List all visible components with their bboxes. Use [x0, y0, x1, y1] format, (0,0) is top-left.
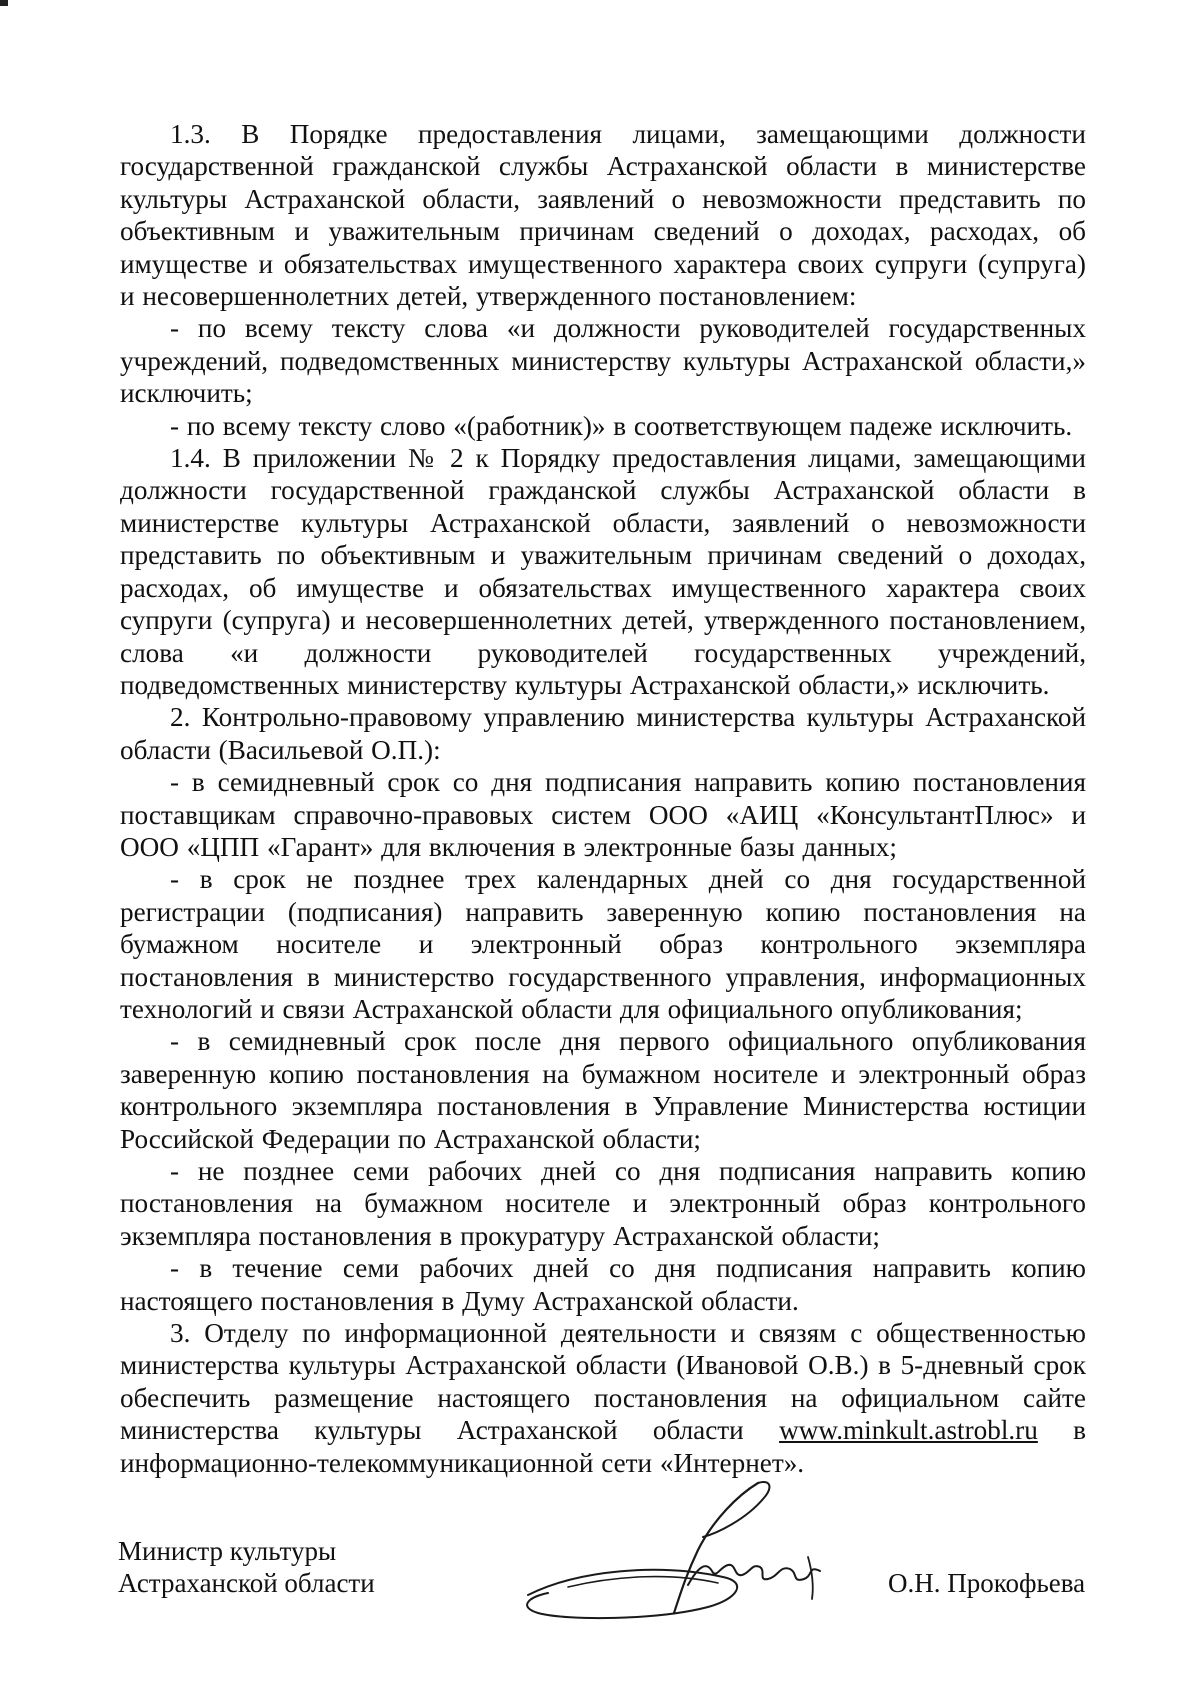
paragraph-1-3-item-a: - по всему тексту слова «и должности руководителей государственных учреждений, подведомственных министерству культуры Астраханской области,» исключить;: [120, 313, 1086, 409]
signature-block: [118, 1535, 1118, 1655]
signer-name: О.Н. Прокофьева: [888, 1568, 1086, 1598]
paragraph-2-item-c: - в семидневный срок после дня первого официального опубликования заверенную копию постановления на бумажном носителе и электронный образ контрольного экземпляра постановления в Управление Министерства юстиции Российской Федерации по Астраханской области;: [120, 1026, 1086, 1154]
paragraph-2-item-b: - в срок не позднее трех календарных дней со дня государственной регистрации (подписания) направить заверенную копию постановления на бумажном носителе и электронный образ контрольного экземпляра постановления в министерство государственного управления, информационных технологий и связи Астраханской области для официального опубликования;: [120, 864, 1086, 1024]
signer-title: [118, 1535, 375, 1599]
document-body: [120, 118, 1086, 1479]
signer-title-line-2: Астраханской области: [118, 1568, 375, 1598]
paragraph-2-item-e: - в течение семи рабочих дней со дня подписания направить копию настоящего постановления в Думу Астраханской области.: [120, 1253, 1086, 1316]
paragraph-3-text: 3. Отделу по информационной деятельности и связям с общественностью министерства культуры Астраханской области (Ивановой О.В.) в 5-дневный срок обеспечить размещение настоящего постановления на официальном сайте министерства культуры Астраханской области: [120, 1318, 1086, 1446]
handwritten-signature: [508, 1475, 828, 1625]
document-page: [120, 118, 1086, 1479]
website-link[interactable]: www.minkult.astrobl.ru: [779, 1415, 1038, 1446]
paragraph-3: [120, 1317, 1086, 1479]
paragraph-2-item-a: - в семидневный срок со дня подписания направить копию постановления поставщикам справочно-правовых систем ООО «АИЦ «КонсультантПлюс» и ООО «ЦПП «Гарант» для включения в электронные базы данных;: [120, 767, 1086, 862]
signer-title-line-1: Министр культуры: [118, 1536, 337, 1566]
paragraph-2-item-d: - не позднее семи рабочих дней со дня подписания направить копию постановления на бумажном носителе и электронный образ контрольного экземпляра постановления в прокуратуру Астраханской области;: [120, 1156, 1086, 1251]
paragraph-1-3-item-b: - по всему тексту слово «(работник)» в соответствующем падеже исключить.: [170, 410, 1073, 441]
paragraph-1-4: 1.4. В приложении № 2 к Порядку предоставления лицами, замещающими должности государственной гражданской службы Астраханской области в министерстве культуры Астраханской области, заявлений о невозможности представить по объективным и уважительным причинам сведений о доходах, расходах, об имуществе и обязательствах имущественного характера своих супруги (супруга) и несовершеннолетних детей, утвержденного постановлением, слова «и должности руководителей государственных учреждений, подведомственных министерству культуры Астраханской области,» исключить.: [120, 443, 1086, 700]
paragraph-3-tail: в информационно-телекоммуникационной сети «Интернет».: [120, 1415, 1086, 1478]
scan-edge-mark: [0, 0, 8, 6]
paragraph-1-3: 1.3. В Порядке предоставления лицами, замещающими должности государственной гражданской службы Астраханской области в министерстве культуры Астраханской области, заявлений о невозможности представить по объективным и уважительным причинам сведений о доходах, расходах, об имуществе и обязательствах имущественного характера своих супруги (супруга) и несовершеннолетних детей, утвержденного постановлением:: [120, 119, 1086, 312]
paragraph-2: 2. Контрольно-правовому управлению министерства культуры Астраханской области (Васильевой О.П.):: [120, 702, 1086, 765]
